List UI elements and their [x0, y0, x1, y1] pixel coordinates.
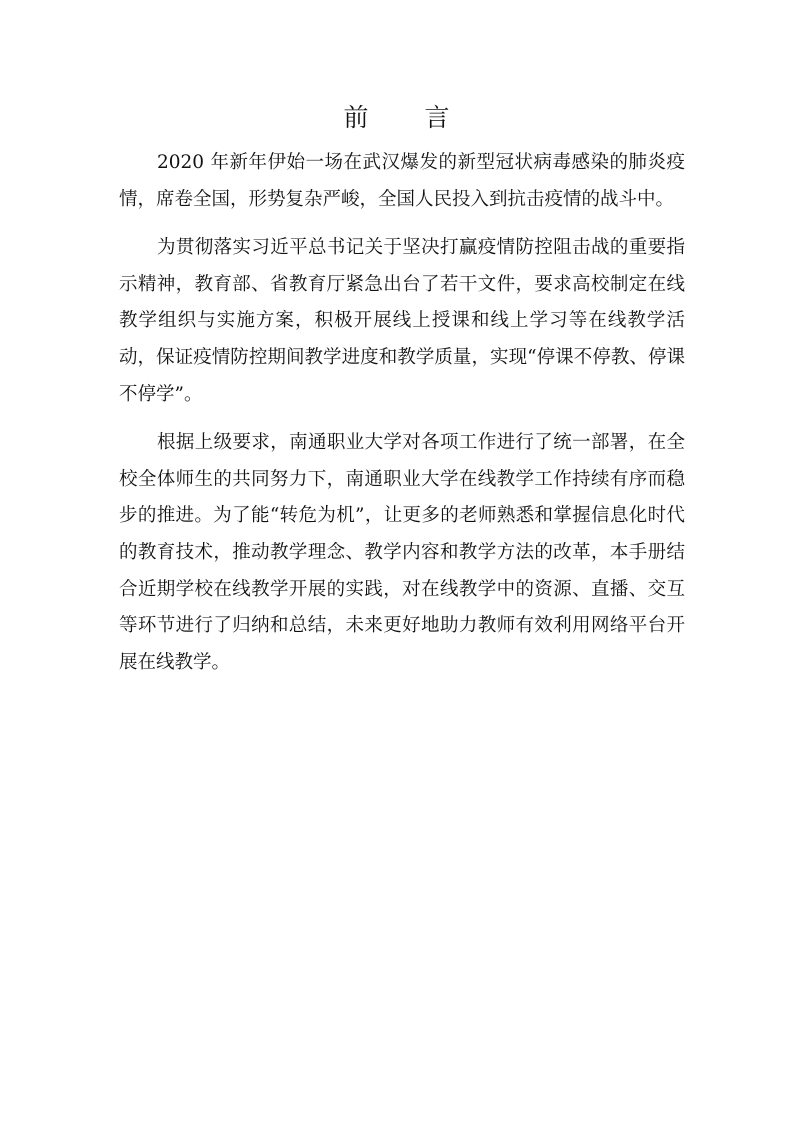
page-title: 前 言: [343, 103, 474, 132]
paragraph-2: 为贯彻落实习近平总书记关于坚决打赢疫情防控阻击战的重要指示精神，教育部、省教育厅紧急出台了若干文件，要求高校制定在线教学组织与实施方案，积极开展线上授课和线上学习等在线教学活动，保证疫情防控期间教学进度和教学质量，实现“停课不停教、停课不停学”。: [119, 237, 685, 405]
paragraph-1: 2020 年新年伊始一场在武汉爆发的新型冠状病毒感染的肺炎疫情，席卷全国，形势复杂严峻，全国人民投入到抗击疫情的战斗中。: [119, 152, 685, 210]
preface-body: [119, 145, 685, 693]
paragraph-3: 根据上级要求，南通职业大学对各项工作进行了统一部署，在全校全体师生的共同努力下，南通职业大学在线教学工作持续有序而稳步的推进。为了能“转危为机”，让更多的老师熟悉和掌握信息化时代的教育技术，推动教学理念、教学内容和教学方法的改革，本手册结合近期学校在线教学开展的实践，对在线教学中的资源、直播、交互等环节进行了归纳和总结，未来更好地助力教师有效利用网络平台开展在线教学。: [119, 432, 685, 673]
